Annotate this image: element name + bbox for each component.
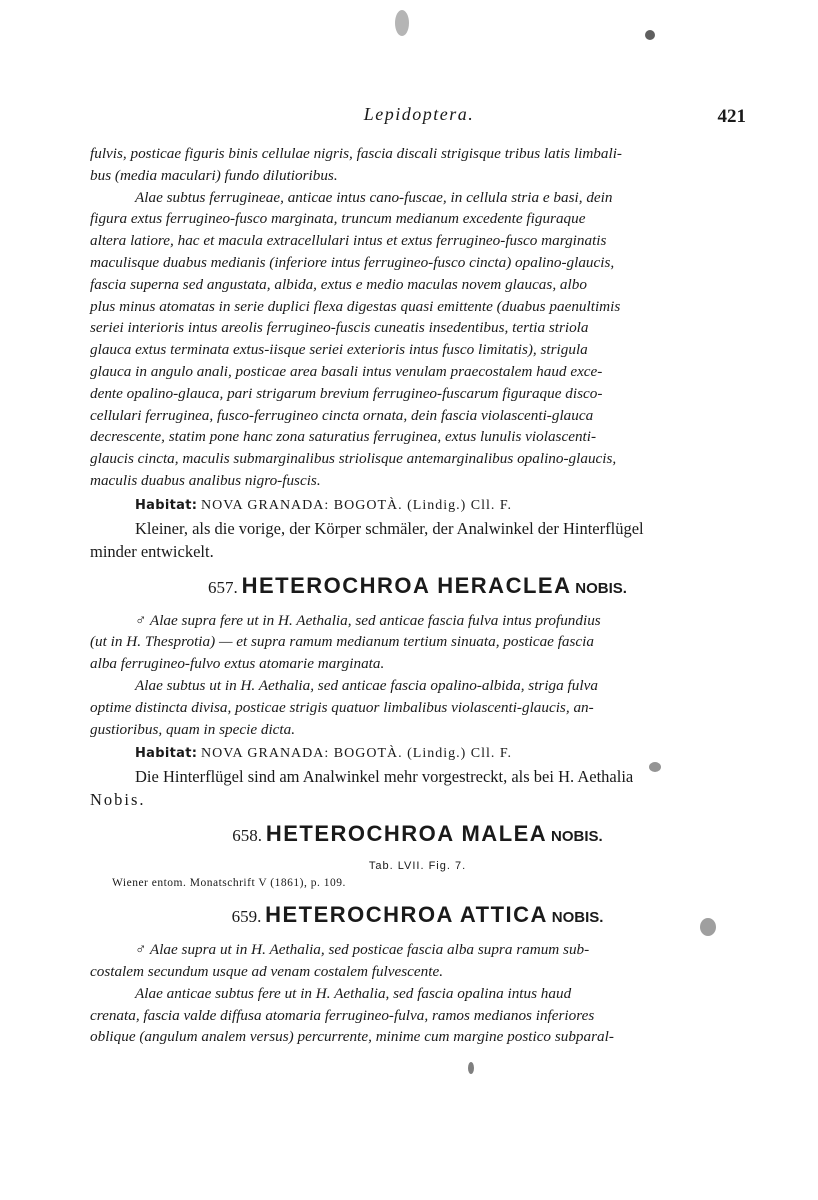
scan-speck bbox=[395, 10, 409, 36]
description-paragraph bbox=[90, 610, 745, 741]
literature-reference: Wiener entom. Monatschrift V (1861), p. 109. bbox=[112, 877, 346, 890]
text-line: figura extus ferrugineo-fusco marginata, truncum medianum excedente figuraque bbox=[90, 210, 586, 228]
page-number: 421 bbox=[717, 106, 746, 127]
text-line: altera latiore, hac et macula extracellulari intus et extus ferrugineo-fusco marginatis bbox=[90, 232, 607, 250]
habitat-label: Habitat: bbox=[135, 497, 198, 513]
text-line: optime distincta divisa, posticae strigis quatuor limbalibus violascenti-glaucis, an- bbox=[90, 698, 594, 716]
species-author: NOBIS. bbox=[551, 828, 603, 846]
text-line: oblique (angulum analem versus) percurrente, minime cum margine postico subparal- bbox=[90, 1028, 614, 1046]
habitat-line bbox=[90, 494, 745, 517]
text-line: Alae subtus ferrugineae, anticae intus cano-fuscae, in cellula stria e basi, dein bbox=[135, 188, 613, 206]
page-body bbox=[90, 143, 745, 1048]
text-line: cellulari ferruginea, fusco-ferrugineo cincta ornata, dein fascia violascenti-glauca bbox=[90, 406, 594, 424]
text-line: fascia superna sed angustata, albida, extus e medio maculas novem glaucas, albo bbox=[90, 275, 587, 293]
text-line: glauca extus terminata extus-iisque seriei exterioris intus fusco limitatis), strigula bbox=[90, 341, 588, 359]
species-author: NOBIS. bbox=[551, 909, 604, 927]
species-number: 657. bbox=[208, 577, 238, 597]
running-title: Lepidoptera. bbox=[363, 104, 475, 124]
text-line: plus minus atomatas in serie duplici flexa digestas quasi emittente (duabus paenultimis bbox=[90, 297, 621, 315]
text-line: Alae subtus ut in H. Aethalia, sed anticae fascia opalino-albida, striga fulva bbox=[135, 676, 598, 694]
species-heading bbox=[90, 571, 745, 604]
scan-speck bbox=[468, 1062, 474, 1074]
text-line: bus (media maculari) fundo dilutioribus. bbox=[90, 166, 338, 184]
text-line: Kleiner, als die vorige, der Körper schmäler, der Analwinkel der Hinterflügel bbox=[135, 518, 644, 538]
scan-speck bbox=[645, 30, 655, 40]
description-paragraph bbox=[90, 939, 745, 1048]
text-line: dente opalino-glauca, pari strigarum brevium ferrugineo-fuscarum figuraque disco- bbox=[90, 384, 603, 402]
species-number: 658. bbox=[232, 826, 263, 846]
text-line: minder entwickelt. bbox=[90, 541, 214, 561]
species-heading bbox=[90, 900, 745, 933]
text-line: maculis duabus analibus nigro-fuscis. bbox=[90, 471, 321, 489]
species-author: NOBIS. bbox=[575, 579, 627, 597]
species-name: HETEROCHROA HERACLEA bbox=[241, 572, 572, 598]
text-line: seriei interioris intus areolis ferrugineo-fuscis cuneatis insedentibus, tertia striola bbox=[90, 319, 589, 337]
plate-reference: Tab. LVII. Fig. 7. bbox=[368, 860, 467, 873]
habitat-text: NOVA GRANADA: BOGOTÀ. (Lindig.) Cll. F. bbox=[201, 746, 513, 762]
running-header bbox=[92, 104, 746, 134]
text-line: fulvis, posticae figuris binis cellulae nigris, fascia discali strigisque tribus latis limbali- bbox=[90, 145, 622, 162]
text-line: ♂ Alae supra ut in H. Aethalia, sed posticae fascia alba supra ramum sub- bbox=[135, 941, 590, 959]
habitat-line bbox=[90, 742, 745, 765]
species-name: HETEROCHROA MALEA bbox=[265, 821, 548, 847]
text-line: crenata, fascia valde diffusa atomaria ferrugineo-fulva, ramos medianos inferiores bbox=[90, 1006, 595, 1024]
text-line: costalem secundum usque ad venam costalem fulvescente. bbox=[90, 962, 444, 980]
text-line: glaucis cincta, maculis submarginalibus striolisque antemarginalibus opalino-glaucis, bbox=[90, 450, 617, 468]
species-heading bbox=[90, 819, 745, 852]
species-name: HETEROCHROA ATTICA bbox=[265, 902, 548, 928]
text-line: Die Hinterflügel sind am Analwinkel mehr vorgestreckt, als bei H. Aethalia bbox=[135, 767, 634, 787]
text-line: Alae anticae subtus fere ut in H. Aethalia, sed fascia opalina intus haud bbox=[135, 984, 572, 1002]
text-line: Nobis. bbox=[90, 790, 146, 810]
text-line: decrescente, statim pone hanc zona saturatius ferruginea, extus lunulis violascenti- bbox=[90, 428, 597, 446]
species-number: 659. bbox=[231, 907, 262, 927]
habitat-label: Habitat: bbox=[135, 746, 198, 762]
german-paragraph bbox=[90, 517, 745, 563]
german-paragraph bbox=[90, 765, 745, 811]
text-line: gustioribus, quam in specie dicta. bbox=[90, 720, 296, 738]
text-line: ♂ Alae supra fere ut in H. Aethalia, sed anticae fascia fulva intus profundius bbox=[135, 611, 601, 629]
text-line: (ut in H. Thesprotia) — et supra ramum medianum tertium sinuata, posticae fascia bbox=[90, 633, 594, 651]
habitat-text: NOVA GRANADA: BOGOTÀ. (Lindig.) Cll. F. bbox=[201, 497, 513, 513]
text-line: glauca in angulo anali, posticae area basali intus venulam praecostalem haud exce- bbox=[90, 362, 603, 380]
text-line: maculisque duabus medianis (inferiore intus ferrugineo-fusco cincta) opalino-glaucis, bbox=[90, 253, 615, 271]
text-line: alba ferrugineo-fulvo extus atomarie marginata. bbox=[90, 655, 385, 673]
description-paragraph bbox=[90, 143, 745, 492]
